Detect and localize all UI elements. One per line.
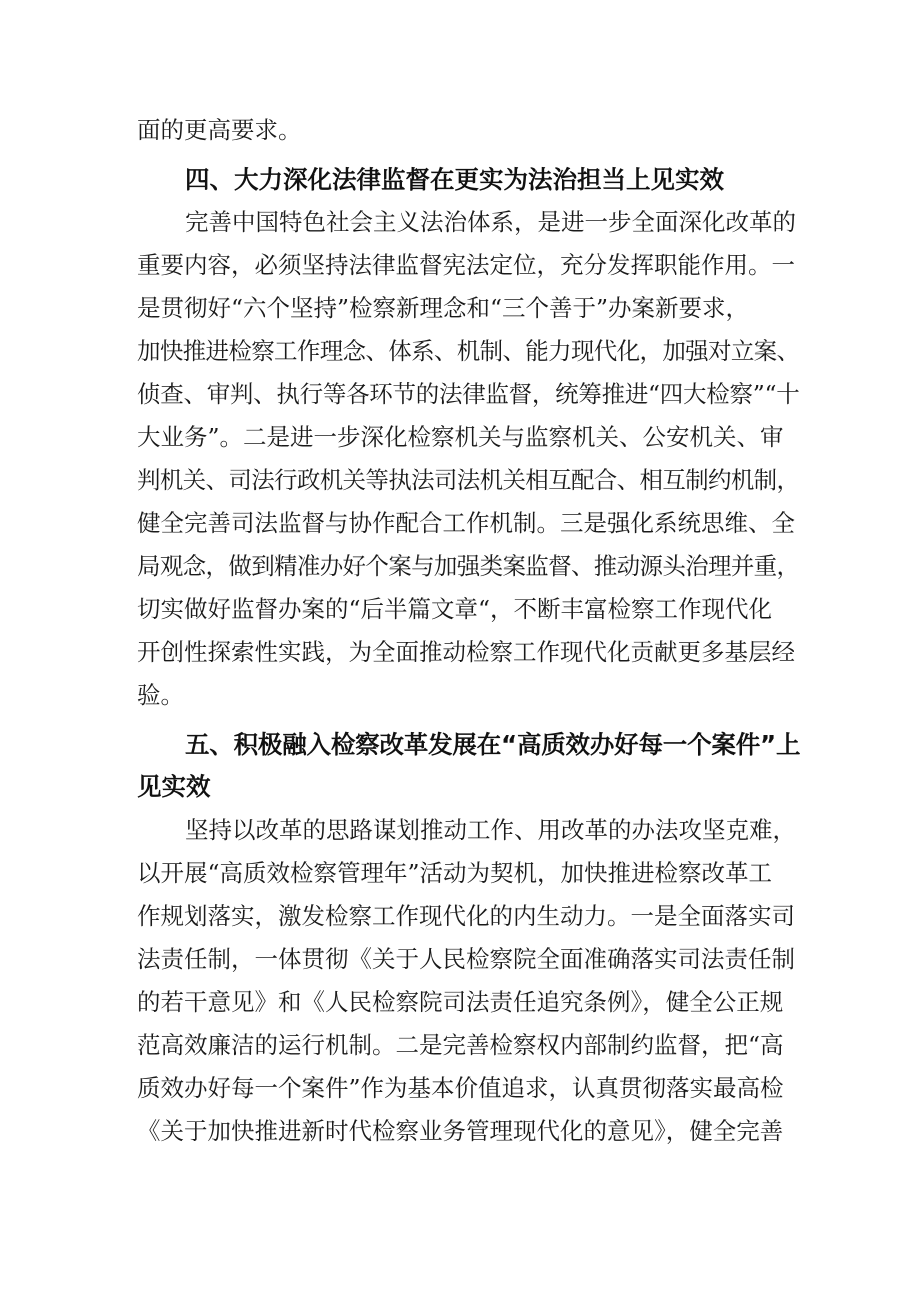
paragraph-line: 范高效廉洁的运行机制。二是完善检察权内部制约监督，把“高 xyxy=(137,1031,784,1059)
section-heading: 见实效 xyxy=(137,772,211,801)
paragraph-line: 判机关、司法行政机关等执法司法机关相互配合、相互制约机制， xyxy=(137,466,800,494)
paragraph-line: 面的更高要求。 xyxy=(137,116,302,144)
paragraph-line: 是贯彻好“六个坚持”检察新理念和“三个善于”办案新要求， xyxy=(137,294,750,322)
paragraph-line: 坚持以改革的思路谋划推动工作、用改革的办法攻坚克难， xyxy=(185,816,796,844)
paragraph-line: 法责任制，一体贯彻《关于人民检察院全面准确落实司法责任制 xyxy=(137,945,795,973)
paragraph-line: 侦查、审判、执行等各环节的法律监督，统筹推进“四大检察”“十 xyxy=(137,380,800,408)
paragraph-line: 质效办好每一个案件”作为基本价值追求，认真贯彻落实最高检 xyxy=(137,1074,784,1102)
paragraph-line: 开创性探索性实践，为全面推动检察工作现代化贡献更多基层经 xyxy=(137,638,795,666)
paragraph-line: 局观念，做到精准办好个案与加强类案监督、推动源头治理并重， xyxy=(137,552,800,580)
paragraph-line: 《关于加快推进新时代检察业务管理现代化的意见》，健全完善 xyxy=(137,1117,784,1145)
paragraph-line: 重要内容，必须坚持法律监督宪法定位，充分发挥职能作用。一 xyxy=(137,251,795,279)
paragraph-line: 大业务”。二是进一步深化检察机关与监察机关、公安机关、审 xyxy=(137,423,784,451)
paragraph-line: 加快推进检察工作理念、体系、机制、能力现代化，加强对立案、 xyxy=(137,337,800,365)
section-heading: 四、大力深化法律监督在更实为法治担当上见实效 xyxy=(185,165,724,194)
paragraph-line: 健全完善司法监督与协作配合工作机制。三是强化系统思维、全 xyxy=(137,509,795,537)
paragraph-line: 以开展“高质效检察管理年”活动为契机，加快推进检察改革工 xyxy=(137,859,773,887)
section-heading: 五、积极融入检察改革发展在“高质效办好每一个案件”上 xyxy=(185,730,801,759)
paragraph-line: 完善中国特色社会主义法治体系，是进一步全面深化改革的 xyxy=(185,208,796,236)
paragraph-line: 验。 xyxy=(137,681,184,709)
paragraph-line: 切实做好监督办案的“后半篇文章“，不断丰富检察工作现代化 xyxy=(137,595,773,623)
paragraph-line: 的若干意见》和《人民检察院司法责任追究条例》，健全公正规 xyxy=(137,988,784,1016)
paragraph-line: 作规划落实，激发检察工作现代化的内生动力。一是全面落实司 xyxy=(137,902,795,930)
